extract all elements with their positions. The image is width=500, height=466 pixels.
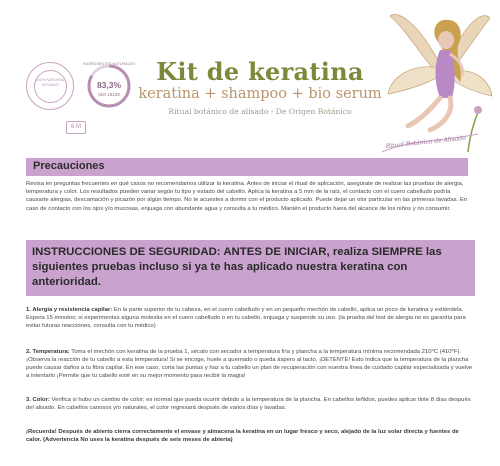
fairy-caption: Ritual Botánico de Alisado [385, 134, 467, 150]
ring-iso: ISO 16128 [98, 92, 120, 97]
fairy-illustration-icon [378, 2, 496, 162]
safety-heading-bar [26, 240, 475, 296]
page-subtitle: keratina + shampoo + bio serum [138, 86, 382, 102]
reminder-text: ¡Recuerda! Después de abierto cierra correctamente el envase y almacena la keratina en un lugar fresco y seco, alejado de la luz solar directa y fuentes de calor. (Advertencia No uses la keratina después de seis meses de abierta) [26, 429, 459, 444]
item-text: En la parte superior de tu cabeza, en el cuero cabelludo y en un pequeño mechón de cabello, aplica un poco de keratina y extiéndela. Espera 15 minutos; si experimentas alguna molestia en el cuero cabelludo o en tu cabello, enjuaga y suspende su uso. (la prueba del test de alergia no es garantía para evitar futuras reacciones, consulta con tu médico) [26, 307, 466, 330]
ring-top-text: INGREDIENTES NATURALES [82, 62, 136, 66]
period-after-opening-icon: 6 M [66, 121, 86, 134]
natural-vegan-seal-icon [26, 62, 74, 110]
list-item-allergy [26, 306, 474, 330]
precautions-heading-bar [26, 158, 468, 176]
ring-percent: 83,3% [96, 80, 122, 90]
item-label: 1. Alergia y resistencia capilar: [26, 307, 113, 313]
item-label: 3. Color: [26, 397, 50, 403]
item-text: Toma el mechón con keratina de la prueba 1, sécalo con secador a temperatura fría y plancha a la temperatura mínima recomendada 210°C (410°F). ¡Observa la reacción de tu cabello a esta temperatura! Si se encoge, huele a quemado o queda áspero al tacto, ¡DETENTE! Esto indica que la temperatura de la plancha puede causar daños a tu fibra capilar. En ese caso, corta las puntas y haz a tu cabello un plan de recuperación con nuestra línea de cuidado capilar especializada y vuelve a intentarlo ¡Permite que tu cabello esté en su mejor momento para recibir la magia! [26, 349, 473, 380]
list-item-temperature [26, 348, 474, 380]
page-tagline: Ritual botánico de alisado - De Origen Botánico [168, 107, 352, 116]
precautions-heading: Precauciones [33, 160, 105, 172]
item-label: 2. Temperatura: [26, 349, 70, 355]
page-title: Kit de keratina [156, 57, 364, 86]
list-item-color [26, 396, 474, 412]
precautions-text: Revisa en preguntas frecuentes en qué casos no recomendamos utilizar la keratina. Antes de iniciar el ritual de aplicación, asegúrate de realizar las pruebas de alergia, temperatura y color. Los resultados pueden variar según tu tipo y estado del cabello. Aplica la keratina a 5 mm de la raíz, el contacto con el cuero cabelludo podría causarte alergias, descamación y picazón por algún tiempo. No te acuestes a dormir con el producto aplicado. Puede dejar un olor particular en las primeras lavadas. En caso de contacto con los ojos y/o mucosas, enjuaga con abundante agua y consulta a tu médico. Mantén el producto fuera del alcance de los niños y no consumir. [26, 181, 468, 212]
seal-text: 100% NATURAL VEGANO [35, 77, 65, 87]
safety-heading: INSTRUCCIONES DE SEGURIDAD: ANTES DE INICIAR, realiza SIEMPRE las siguientes pruebas incluso si ya te has aplicado nuestra keratina con anterioridad. [32, 246, 442, 288]
item-text: Verifica si hubo un cambio de color; es normal que pueda ocurrir debido a la temperatura de la plancha. En cabellos teñidos, puedes aplicar tinte 8 días después del alisado. En cabellos canosos y/o naturales, el color regresará después de varios días y lavadas. [26, 397, 471, 412]
